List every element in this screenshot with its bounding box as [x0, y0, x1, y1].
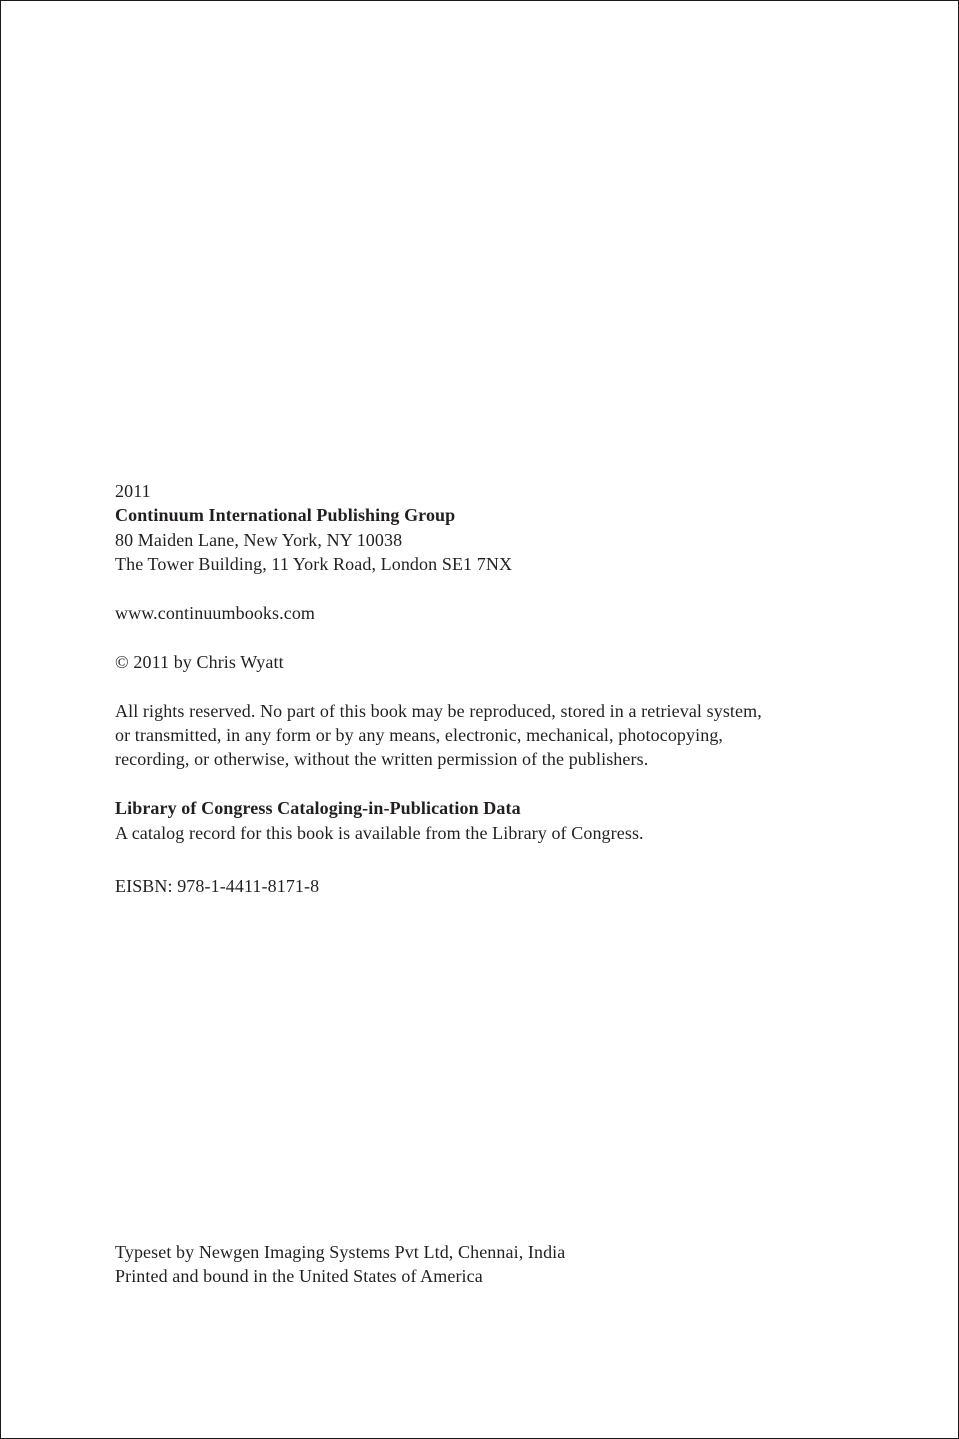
rights-line-1: All rights reserved. No part of this book may be reproduced, stored in a retrieval system, [115, 701, 762, 721]
rights-line-3: recording, or otherwise, without the written permission of the publishers. [115, 749, 649, 769]
publisher-name: Continuum International Publishing Group [115, 505, 456, 525]
copyright-notice: © 2011 by Chris Wyatt [115, 652, 284, 672]
cip-text: A catalog record for this book is available from the Library of Congress. [115, 823, 644, 843]
publisher-address-uk: The Tower Building, 11 York Road, London SE1 7NX [115, 554, 513, 574]
publisher-address-us: 80 Maiden Lane, New York, NY 10038 [115, 530, 403, 550]
publisher-website: www.continuumbooks.com [115, 603, 316, 623]
eisbn: EISBN: 978-1-4411-8171-8 [115, 876, 320, 896]
typeset-credit: Typeset by Newgen Imaging Systems Pvt Ltd, Chennai, India [115, 1242, 566, 1262]
printed-credit: Printed and bound in the United States of America [115, 1266, 483, 1286]
rights-line-2: or transmitted, in any form or by any means, electronic, mechanical, photocopying, [115, 725, 724, 745]
cip-heading: Library of Congress Cataloging-in-Publication Data [115, 798, 521, 818]
imprint-year: 2011 [115, 481, 151, 501]
